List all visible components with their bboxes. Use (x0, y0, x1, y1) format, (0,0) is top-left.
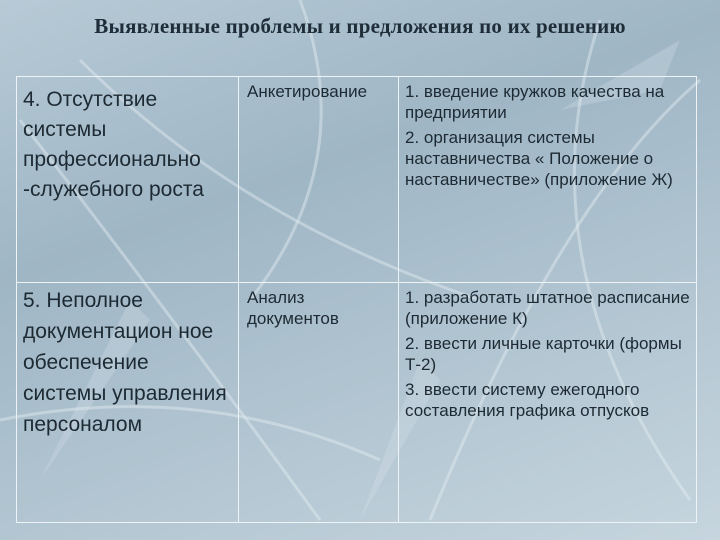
solution-item: 1. введение кружков качества на предприятии (405, 82, 665, 122)
solutions-cell (399, 283, 697, 523)
solution-item: 2. ввести личные карточки (формы Т-2) (405, 334, 682, 374)
table-row (17, 77, 697, 283)
table-row (17, 283, 697, 523)
solution-item: 2. организация системы наставничества « Положение о наставничестве» (приложение Ж) (405, 128, 673, 189)
problems-table (16, 76, 697, 523)
solutions-cell (399, 77, 697, 283)
method-cell: Анализ документов (239, 283, 399, 523)
problem-cell: 5. Неполное документацион ное обеспечение системы управления персоналом (17, 283, 239, 523)
problem-cell: 4. Отсутствие системы профессионально -служебного роста (17, 77, 239, 283)
method-cell: Анкетирование (239, 77, 399, 283)
solution-item: 1. разработать штатное расписание (приложение К) (405, 288, 690, 328)
slide-title: Выявленные проблемы и предложения по их решению (94, 14, 626, 38)
solution-item: 3. ввести систему ежегодного составления графика отпусков (405, 380, 650, 420)
